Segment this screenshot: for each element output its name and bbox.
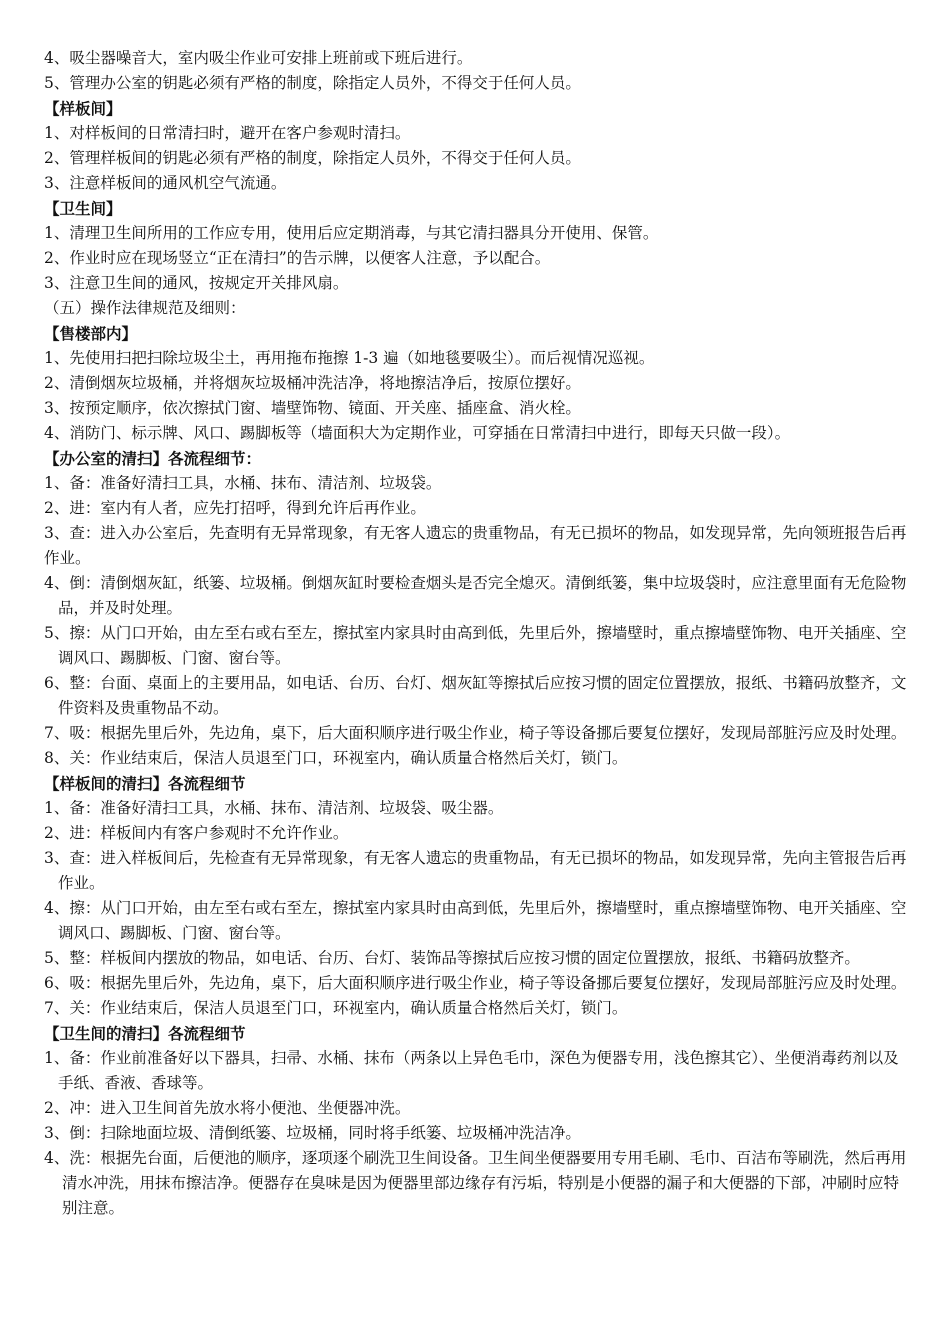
text-line: 3、倒：扫除地面垃圾、清倒纸篓、垃圾桶，同时将手纸篓、垃圾桶冲洗洁净。	[44, 1124, 581, 1142]
section-heading: 【卫生间的清扫】各流程细节	[44, 1024, 246, 1043]
text-line: 2、进：样板间内有客户参观时不允许作业。	[44, 824, 349, 842]
text-line: 2、冲：进入卫生间首先放水将小便池、坐便器冲洗。	[44, 1099, 411, 1117]
text-line: 3、注意卫生间的通风，按规定开关排风扇。	[44, 274, 349, 292]
text-line: 1、备：准备好清扫工具，水桶、抹布、清洁剂、垃圾袋。	[44, 474, 442, 492]
text-line: 4、洗：根据先台面，后便池的顺序，逐项逐个刷洗卫生间设备。卫生间坐便器要用专用毛刷、毛巾、百洁布等刷洗，然后再用清水冲洗，用抹布擦洁净。便器存在臭味是因为便器里部边缘存有污垢，特别是小便器的漏子和大便器的下部，冲刷时应特别注意。	[44, 1149, 907, 1217]
text-line: 7、吸：根据先里后外，先边角，桌下，后大面积顺序进行吸尘作业，椅子等设备挪后要复位摆好，发现局部脏污应及时处理。	[44, 724, 907, 742]
text-line: 1、先使用扫把扫除垃圾尘土，再用拖布拖擦 1-3 遍（如地毯要吸尘）。而后视情况巡视。	[44, 349, 655, 367]
document-body	[44, 46, 910, 1221]
text-line: 1、备：作业前准备好以下器具，扫帚、水桶、抹布（两条以上异色毛巾，深色为便器专用，浅色擦其它）、坐便消毒药剂以及手纸、香液、香球等。	[44, 1049, 899, 1092]
text-line: 3、按预定顺序，依次擦拭门窗、墙壁饰物、镜面、开关座、插座盒、消火栓。	[44, 399, 581, 417]
text-line: 1、对样板间的日常清扫时，避开在客户参观时清扫。	[44, 124, 411, 142]
text-line: 5、擦：从门口开始，由左至右或右至左，擦拭室内家具时由高到低，先里后外，擦墙壁时，重点擦墙壁饰物、电开关插座、空调风口、踢脚板、门窗、窗台等。	[44, 624, 907, 667]
text-line: 2、管理样板间的钥匙必须有严格的制度，除指定人员外，不得交于任何人员。	[44, 149, 581, 167]
text-line: 1、清理卫生间所用的工作应专用，使用后应定期消毒，与其它清扫器具分开使用、保管。	[44, 224, 659, 242]
section-heading: 【样板间】	[44, 99, 122, 118]
text-line: 2、作业时应在现场竖立“正在清扫”的告示牌，以便客人注意，予以配合。	[44, 249, 551, 267]
section-heading: 【办公室的清扫】各流程细节：	[44, 449, 262, 468]
text-line: 3、注意样板间的通风机空气流通。	[44, 174, 287, 192]
text-line: 2、进：室内有人者，应先打招呼，得到允许后再作业。	[44, 499, 426, 517]
section-heading: 【售楼部内】	[44, 324, 138, 343]
text-line: 5、整：样板间内摆放的物品，如电话、台历、台灯、装饰品等擦拭后应按习惯的固定位置摆放，报纸、书籍码放整齐。	[44, 949, 860, 967]
text-line: 4、消防门、标示牌、风口、踢脚板等（墙面积大为定期作业，可穿插在日常清扫中进行，即每天只做一段）。	[44, 424, 791, 442]
section-heading: 【样板间的清扫】各流程细节	[44, 774, 246, 793]
text-line: 2、清倒烟灰垃圾桶，并将烟灰垃圾桶冲洗洁净，将地擦洁净后，按原位摆好。	[44, 374, 581, 392]
text-line: 6、吸：根据先里后外，先边角，桌下，后大面积顺序进行吸尘作业，椅子等设备挪后要复位摆好，发现局部脏污应及时处理。	[44, 974, 907, 992]
text-line: 3、查：进入办公室后，先查明有无异常现象，有无客人遗忘的贵重物品，有无已损坏的物品，如发现异常，先向领班报告后再作业。	[44, 524, 907, 567]
text-line: 4、吸尘器噪音大，室内吸尘作业可安排上班前或下班后进行。	[44, 49, 473, 67]
text-line: 7、关：作业结束后，保洁人员退至门口，环视室内，确认质量合格然后关灯，锁门。	[44, 999, 628, 1017]
text-line: 8、关：作业结束后，保洁人员退至门口，环视室内，确认质量合格然后关灯，锁门。	[44, 749, 628, 767]
text-line: 4、擦：从门口开始，由左至右或右至左，擦拭室内家具时由高到低，先里后外，擦墙壁时，重点擦墙壁饰物、电开关插座、空调风口、踢脚板、门窗、窗台等。	[44, 899, 907, 942]
text-line: 3、查：进入样板间后，先检查有无异常现象，有无客人遗忘的贵重物品，有无已损坏的物品，如发现异常，先向主管报告后再作业。	[44, 849, 907, 892]
text-line: 1、备：准备好清扫工具，水桶、抹布、清洁剂、垃圾袋、吸尘器。	[44, 799, 504, 817]
text-line: 4、倒：清倒烟灰缸，纸篓、垃圾桶。倒烟灰缸时要检查烟头是否完全熄灭。清倒纸篓，集中垃圾袋时，应注意里面有无危险物品，并及时处理。	[44, 574, 907, 617]
text-line: 5、管理办公室的钥匙必须有严格的制度，除指定人员外，不得交于任何人员。	[44, 74, 581, 92]
section-heading: 【卫生间】	[44, 199, 122, 218]
text-line: （五）操作法律规范及细则：	[44, 299, 246, 317]
text-line: 6、整：台面、桌面上的主要用品，如电话、台历、台灯、烟灰缸等擦拭后应按习惯的固定位置摆放，报纸、书籍码放整齐，文件资料及贵重物品不动。	[44, 674, 907, 717]
